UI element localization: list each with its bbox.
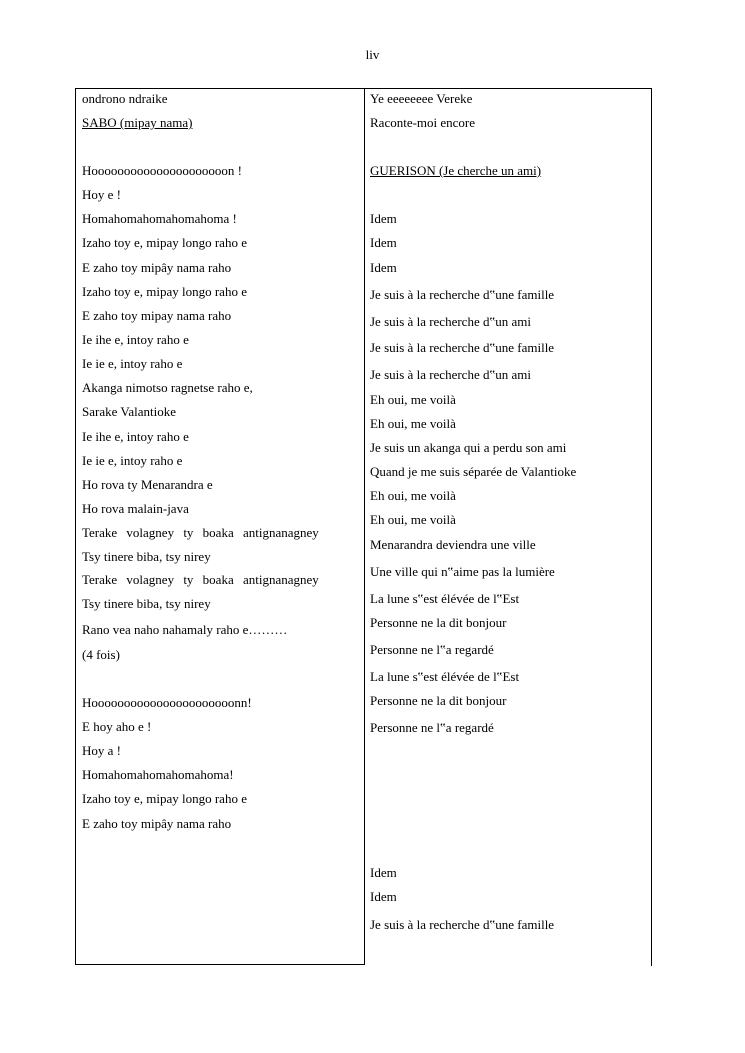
text-line: Ho rova malain-java [82, 501, 189, 516]
text-line: Izaho toy e, mipay longo raho e [82, 235, 247, 250]
text-line: Idem [370, 235, 397, 250]
text-line: Idem [370, 889, 397, 904]
text-line: Personne ne la dit bonjour [370, 693, 507, 708]
text-line: Quand je me suis séparée de Valantioke [370, 464, 577, 479]
text-line: Homahomahomahomahoma ! [82, 211, 237, 226]
song-title-left: SABO (mipay nama) [82, 115, 193, 130]
page-number: liv [365, 47, 380, 62]
text-line: Je suis à la recherche d‟une famille [370, 917, 555, 932]
text-line: Eh oui, me voilà [370, 488, 456, 503]
text-line: Personne ne l‟a regardé [370, 642, 494, 657]
text-line: Eh oui, me voilà [370, 512, 456, 527]
text-line: Izaho toy e, mipay longo raho e [82, 284, 247, 299]
text-line: Idem [370, 211, 397, 226]
text-line: Izaho toy e, mipay longo raho e [82, 791, 247, 806]
text-line: Ie ihe e, intoy raho e [82, 332, 189, 347]
text-line: Hoy e ! [82, 187, 121, 202]
left-column-malagasy [75, 88, 365, 965]
text-line: E zaho toy mipây nama raho [82, 816, 232, 831]
text-line: E zaho toy mipây nama raho [82, 260, 232, 275]
text-line: Une ville qui n‟aime pas la lumière [370, 564, 555, 579]
lyrics-table [75, 88, 652, 965]
text-line: Tsy tinere biba, tsy nirey [82, 596, 211, 611]
text-line: Ye eeeeeeee Vereke [370, 91, 473, 106]
text-line: Ho rova ty Menarandra e [82, 477, 213, 492]
text-line: Je suis à la recherche d‟un ami [370, 367, 531, 382]
text-line: Idem [370, 865, 397, 880]
text-line: Ie ihe e, intoy raho e [82, 429, 189, 444]
text-line: Je suis à la recherche d‟un ami [370, 314, 531, 329]
right-column-french [363, 88, 652, 966]
text-line: (4 fois) [82, 647, 120, 662]
text-line: Terake volagney ty boaka antignanagney [82, 572, 319, 587]
text-line: Ie ie e, intoy raho e [82, 453, 183, 468]
text-line: Eh oui, me voilà [370, 416, 456, 431]
text-line: E hoy aho e ! [82, 719, 152, 734]
text-line: Eh oui, me voilà [370, 392, 456, 407]
text-line: Hooooooooooooooooooooon ! [82, 163, 242, 178]
text-line: Hoy a ! [82, 743, 121, 758]
text-line: Terake volagney ty boaka antignanagney [82, 525, 319, 540]
text-line: Tsy tinere biba, tsy nirey [82, 549, 211, 564]
text-line: La lune s‟est élévée de l‟Est [370, 669, 520, 684]
text-line: Menarandra deviendra une ville [370, 537, 536, 552]
text-line: Sarake Valantioke [82, 404, 176, 419]
text-line: Rano vea naho nahamaly raho e……… [82, 622, 288, 637]
text-line: Idem [370, 260, 397, 275]
text-line: ondrono ndraike [82, 91, 168, 106]
text-line: Hoooooooooooooooooooooonn! [82, 695, 252, 710]
text-line: La lune s‟est élévée de l‟Est [370, 591, 520, 606]
text-line: Ie ie e, intoy raho e [82, 356, 183, 371]
text-line: Akanga nimotso ragnetse raho e, [82, 380, 253, 395]
text-line: Je suis un akanga qui a perdu son ami [370, 440, 567, 455]
text-line: Je suis à la recherche d‟une famille [370, 287, 555, 302]
text-line: Raconte-moi encore [370, 115, 476, 130]
text-line: Personne ne l‟a regardé [370, 720, 494, 735]
text-line: Personne ne la dit bonjour [370, 615, 507, 630]
song-title-right: GUERISON (Je cherche un ami) [370, 163, 542, 178]
text-line: Je suis à la recherche d‟une famille [370, 340, 555, 355]
text-line: E zaho toy mipay nama raho [82, 308, 232, 323]
text-line: Homahomahomahomahoma! [82, 767, 234, 782]
